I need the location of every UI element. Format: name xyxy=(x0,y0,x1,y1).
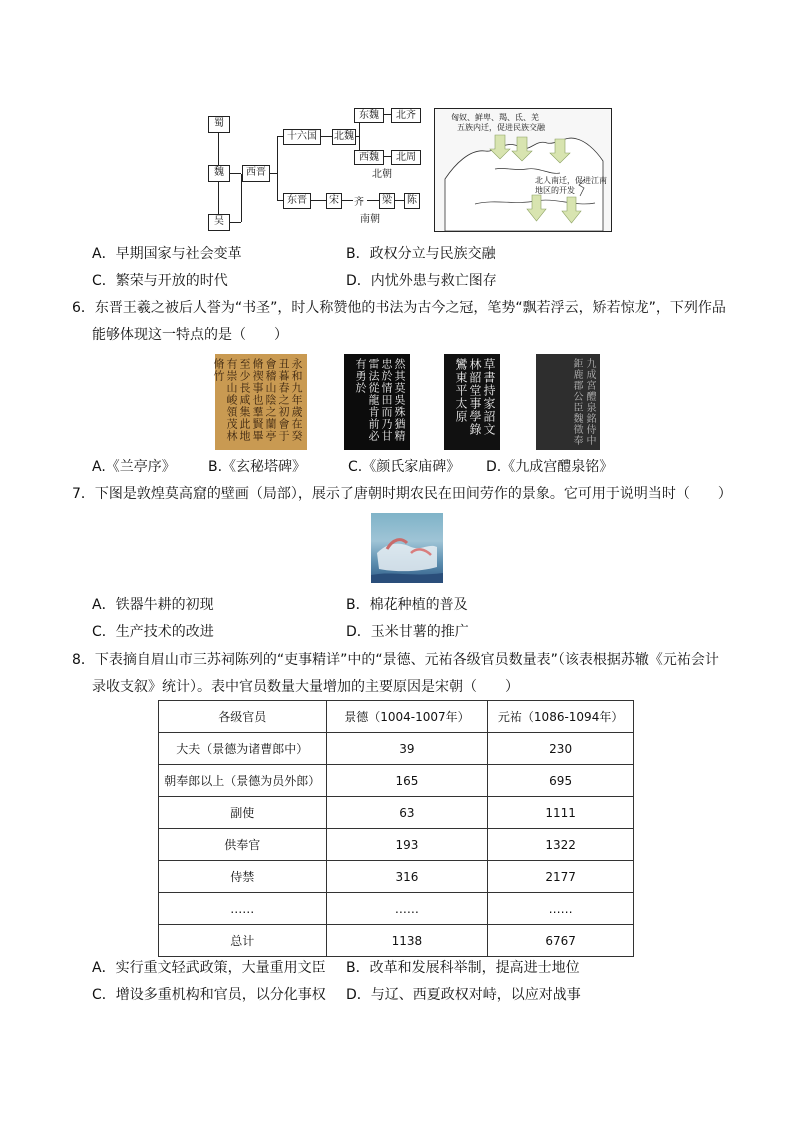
q5-option-c[interactable]: C．繁荣与开放的时代 xyxy=(92,273,228,289)
box-beiqi: 北齐 xyxy=(391,108,421,123)
table-cell: 165 xyxy=(326,765,488,797)
q7-option-a[interactable]: A．铁器牛耕的初现 xyxy=(92,597,214,613)
table-cell: 总计 xyxy=(159,925,327,957)
q7-option-b[interactable]: B．棉花种植的普及 xyxy=(346,597,468,613)
label-qi: 齐 xyxy=(354,197,364,208)
q5-option-d[interactable]: D．内忧外患与救亡图存 xyxy=(346,273,497,289)
officials-table xyxy=(158,700,634,957)
box-shu: 蜀 xyxy=(208,116,230,133)
q6-option-a[interactable]: A.《兰亭序》 xyxy=(92,459,176,475)
q8-option-b[interactable]: B．改革和发展科举制，提高进士地位 xyxy=(346,960,580,976)
q7-stem: 7．下图是敦煌莫高窟的壁画（局部），展示了唐朝时期农民在田间劳作的景象。它可用于说明当时（ ） xyxy=(72,486,732,502)
q6-option-d[interactable]: D.《九成宫醴泉铭》 xyxy=(486,459,614,475)
table-row xyxy=(159,797,634,829)
table-row xyxy=(159,829,634,861)
box-beizhou: 北周 xyxy=(391,150,421,165)
table-cell: 1111 xyxy=(488,797,634,829)
box-dongjin: 东晋 xyxy=(283,193,311,209)
table-cell: 316 xyxy=(326,861,488,893)
table-cell: 1322 xyxy=(488,829,634,861)
q6-stem-line1: 6．东晋王羲之被后人誉为“书圣”，时人称赞他的书法为古今之冠，笔势“飘若浮云，矫若惊龙”，下列作品 xyxy=(72,300,726,316)
map-note-north-1: 匈奴、鲜卑、羯、氐、羌 xyxy=(451,113,539,122)
map-note-north-2: 五族内迁，促进民族交融 xyxy=(457,123,545,132)
xuanmitabei-image: 然其莫吳殊猶精忠於情田而乃甘雷法從龍肯前必有勇於 xyxy=(344,354,410,450)
q7-option-d[interactable]: D．玉米甘薯的推广 xyxy=(346,624,469,640)
box-wei: 魏 xyxy=(208,165,230,182)
table-cell: 2177 xyxy=(488,861,634,893)
q6-option-b[interactable]: B.《玄秘塔碑》 xyxy=(208,459,307,475)
box-shiliuguo: 十六国 xyxy=(283,129,321,145)
table-header: 景德（1004-1007年） xyxy=(326,701,488,733)
q5-option-b[interactable]: B．政权分立与民族交融 xyxy=(346,246,496,262)
label-beichao: 北朝 xyxy=(372,169,392,180)
q7-option-c[interactable]: C．生产技术的改进 xyxy=(92,624,214,640)
table-header: 元祐（1086-1094年） xyxy=(488,701,634,733)
map-note-south-1: 北人南迁，促进江南 xyxy=(535,176,607,185)
table-cell: 695 xyxy=(488,765,634,797)
table-cell: 230 xyxy=(488,733,634,765)
box-liang: 梁 xyxy=(379,193,395,209)
table-cell: 6767 xyxy=(488,925,634,957)
q8-stem-line1: 8．下表摘自眉山市三苏祠陈列的“吏事精详”中的“景德、元祐各级官员数量表”（该表根据苏辙《元祐会计 xyxy=(72,652,719,668)
table-cell: 朝奉郎以上（景德为员外郎） xyxy=(159,765,327,797)
box-wu: 吴 xyxy=(208,214,230,231)
yanshijiamiaobei-image: 草書持家詔文林韶堂事學錄鸞東平太原 xyxy=(444,354,500,450)
table-cell: …… xyxy=(159,893,327,925)
table-cell: 193 xyxy=(326,829,488,861)
table-cell: 副使 xyxy=(159,797,327,829)
table-cell: 大夫（景德为诸曹郎中） xyxy=(159,733,327,765)
q6-stem-line2: 能够体现这一特点的是（ ） xyxy=(92,327,288,343)
q8-option-d[interactable]: D．与辽、西夏政权对峙，以应对战事 xyxy=(346,987,581,1003)
q8-stem-line2: 录收支叙》统计）。表中官员数量大量增加的主要原因是宋朝（ ） xyxy=(92,679,519,695)
table-row xyxy=(159,925,634,957)
map-note-south-2: 地区的开发 xyxy=(535,186,575,195)
table-row xyxy=(159,861,634,893)
table-cell: 39 xyxy=(326,733,488,765)
box-beiwei: 北魏 xyxy=(332,129,356,145)
q8-option-a[interactable]: A．实行重文轻武政策，大量重用文臣 xyxy=(92,960,326,976)
box-chen: 陈 xyxy=(404,193,420,209)
table-cell: 1138 xyxy=(326,925,488,957)
table-row xyxy=(159,765,634,797)
dunhuang-mural-image xyxy=(371,513,443,583)
table-row xyxy=(159,733,634,765)
table-cell: …… xyxy=(488,893,634,925)
table-cell: 侍禁 xyxy=(159,861,327,893)
migration-map xyxy=(434,108,612,232)
table-row xyxy=(159,893,634,925)
label-nanchao: 南朝 xyxy=(360,214,380,225)
box-xijin: 西晋 xyxy=(242,165,270,182)
table-cell: 供奉官 xyxy=(159,829,327,861)
table-header-row xyxy=(159,701,634,733)
dynasty-diagram xyxy=(200,108,425,230)
box-dongwei: 东魏 xyxy=(354,108,384,123)
q6-option-c[interactable]: C.《颜氏家庙碑》 xyxy=(348,459,461,475)
q5-option-a[interactable]: A．早期国家与社会变革 xyxy=(92,246,242,262)
table-header: 各级官员 xyxy=(159,701,327,733)
lantingxu-image: 永和九年歲在癸丑暮春之初會于會稽山陰之蘭亭脩禊事也羣賢畢至少長咸集此地有崇山峻領茂林脩竹 xyxy=(215,354,307,450)
table-cell: …… xyxy=(326,893,488,925)
table-cell: 63 xyxy=(326,797,488,829)
box-song: 宋 xyxy=(326,193,342,209)
q8-option-c[interactable]: C．增设多重机构和官员，以分化事权 xyxy=(92,987,326,1003)
jiuchenggong-image: 九成宮醴泉銘侍中鉅鹿郡公臣魏徵奉 xyxy=(536,354,600,450)
box-xiwei: 西魏 xyxy=(354,150,384,165)
